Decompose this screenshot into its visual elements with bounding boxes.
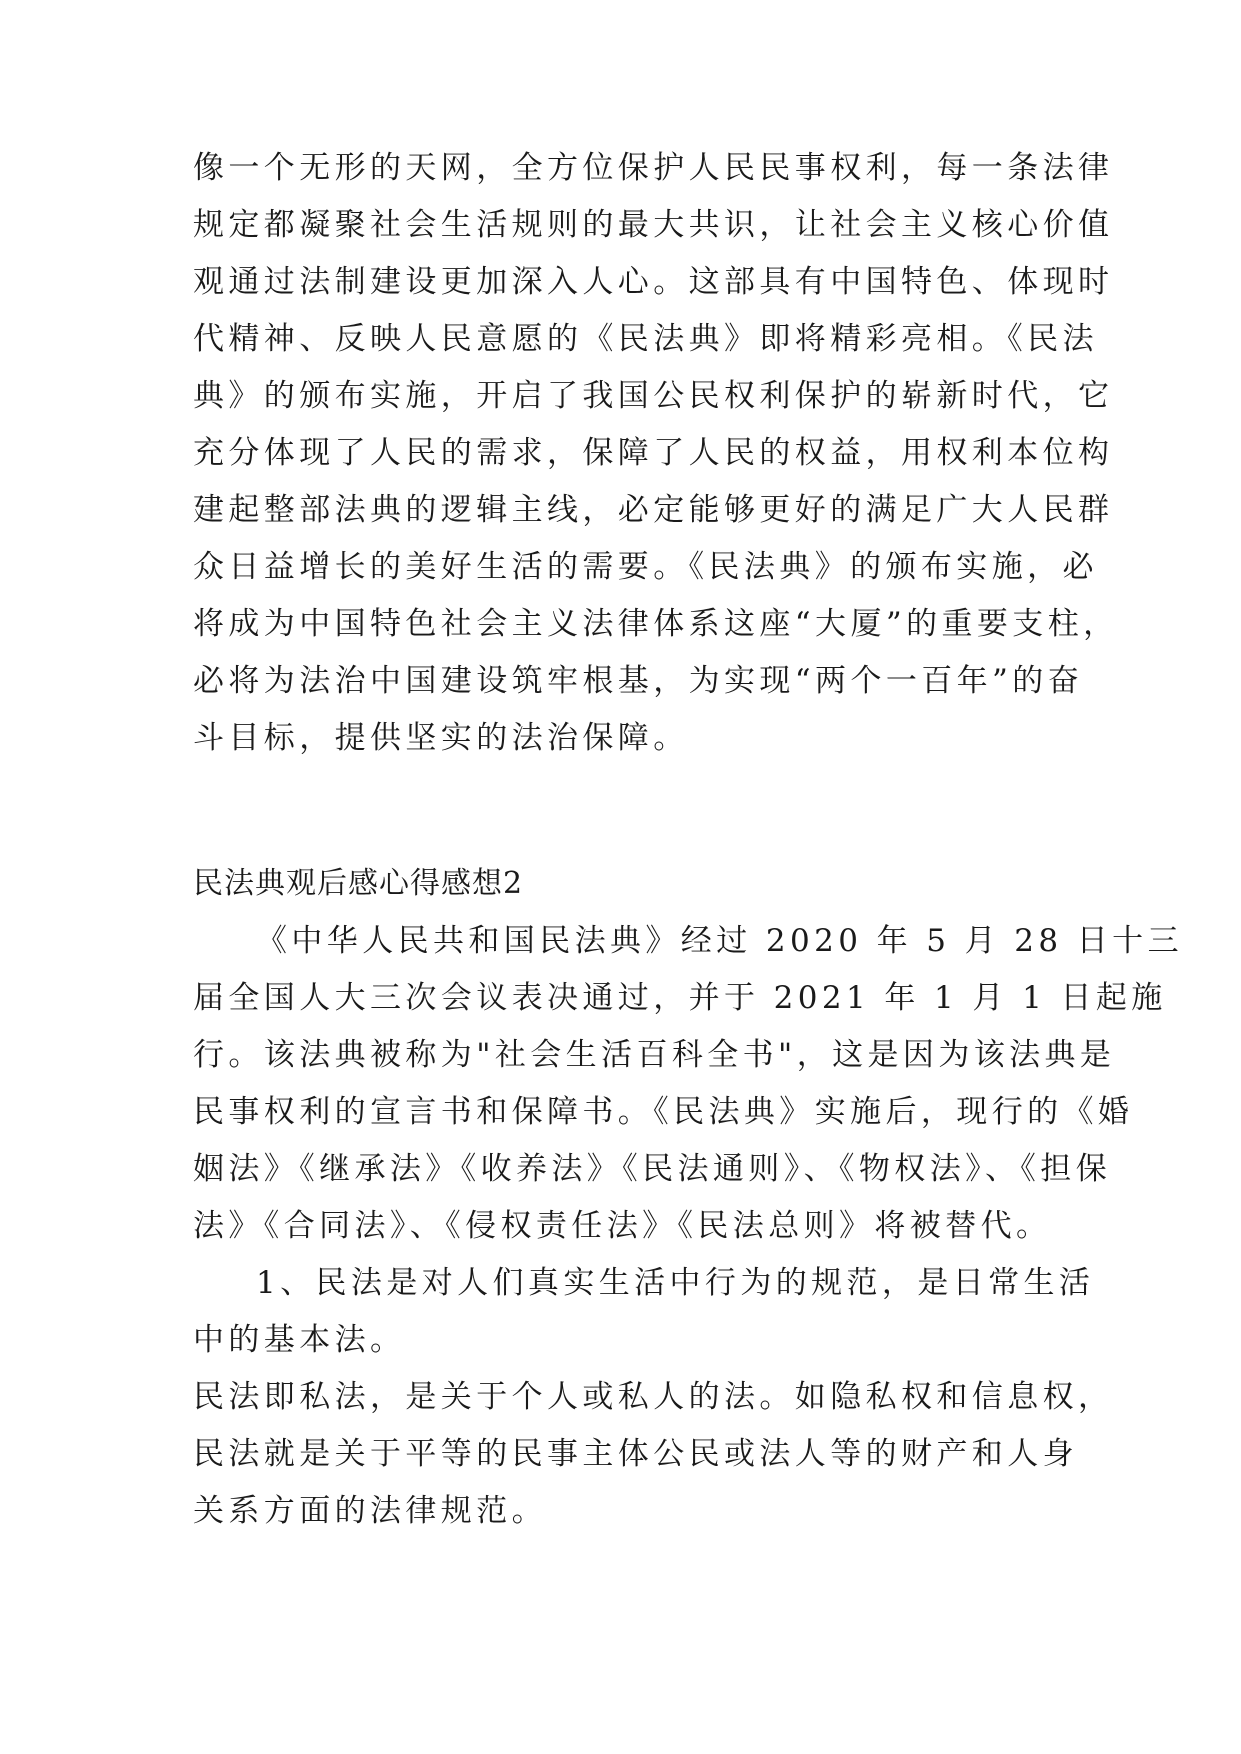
paragraph-line: 民法就是关于平等的民事主体公民或法人等的财产和人身 [193,1436,1078,1472]
paragraph-line: 代精神、反映人民意愿的《民法典》即将精彩亮相。《民法 [193,321,1098,357]
paragraph-line: 《中华人民共和国民法典》经过 2020 年 5 月 28 日十三 [256,923,1183,959]
paragraph-line: 必将为法治中国建设筑牢根基，为实现“两个一百年”的奋 [193,663,1084,699]
section-heading: 民法典观后感心得感想2 [193,866,524,901]
paragraph-line: 规定都凝聚社会生活规则的最大共识，让社会主义核心价值 [193,207,1114,243]
paragraph-line: 行。该法典被称为"社会生活百科全书"，这是因为该法典是 [193,1037,1116,1073]
paragraph-line: 1、民法是对人们真实生活中行为的规范，是日常生活 [256,1265,1095,1301]
paragraph-line: 典》的颁布实施，开启了我国公民权利保护的崭新时代，它 [193,378,1114,414]
paragraph-line: 民法即私法，是关于个人或私人的法。如隐私权和信息权， [193,1379,1114,1415]
paragraph-line: 民事权利的宣言书和保障书。《民法典》实施后，现行的《婚 [193,1094,1134,1130]
paragraph-line: 关系方面的法律规范。 [193,1493,547,1529]
paragraph-line: 中的基本法。 [193,1322,406,1358]
paragraph-line: 观通过法制建设更加深入人心。这部具有中国特色、体现时 [193,264,1114,300]
paragraph-line: 斗目标，提供坚实的法治保障。 [193,720,689,756]
paragraph-line: 众日益增长的美好生活的需要。《民法典》的颁布实施，必 [193,549,1098,585]
paragraph-line: 像一个无形的天网，全方位保护人民民事权利，每一条法律 [193,150,1114,186]
paragraph-line: 充分体现了人民的需求，保障了人民的权益，用权利本位构 [193,435,1114,471]
paragraph-line: 法》《合同法》、《侵权责任法》《民法总则》将被替代。 [193,1208,1052,1244]
paragraph-line: 建起整部法典的逻辑主线，必定能够更好的满足广大人民群 [193,492,1114,528]
paragraph-line: 届全国人大三次会议表决通过，并于 2021 年 1 月 1 日起施 [193,980,1167,1016]
paragraph-line: 将成为中国特色社会主义法律体系这座“大厦”的重要支柱， [193,606,1119,642]
paragraph-line: 姻法》《继承法》《收养法》《民法通则》、《物权法》、《担保 [193,1151,1112,1187]
